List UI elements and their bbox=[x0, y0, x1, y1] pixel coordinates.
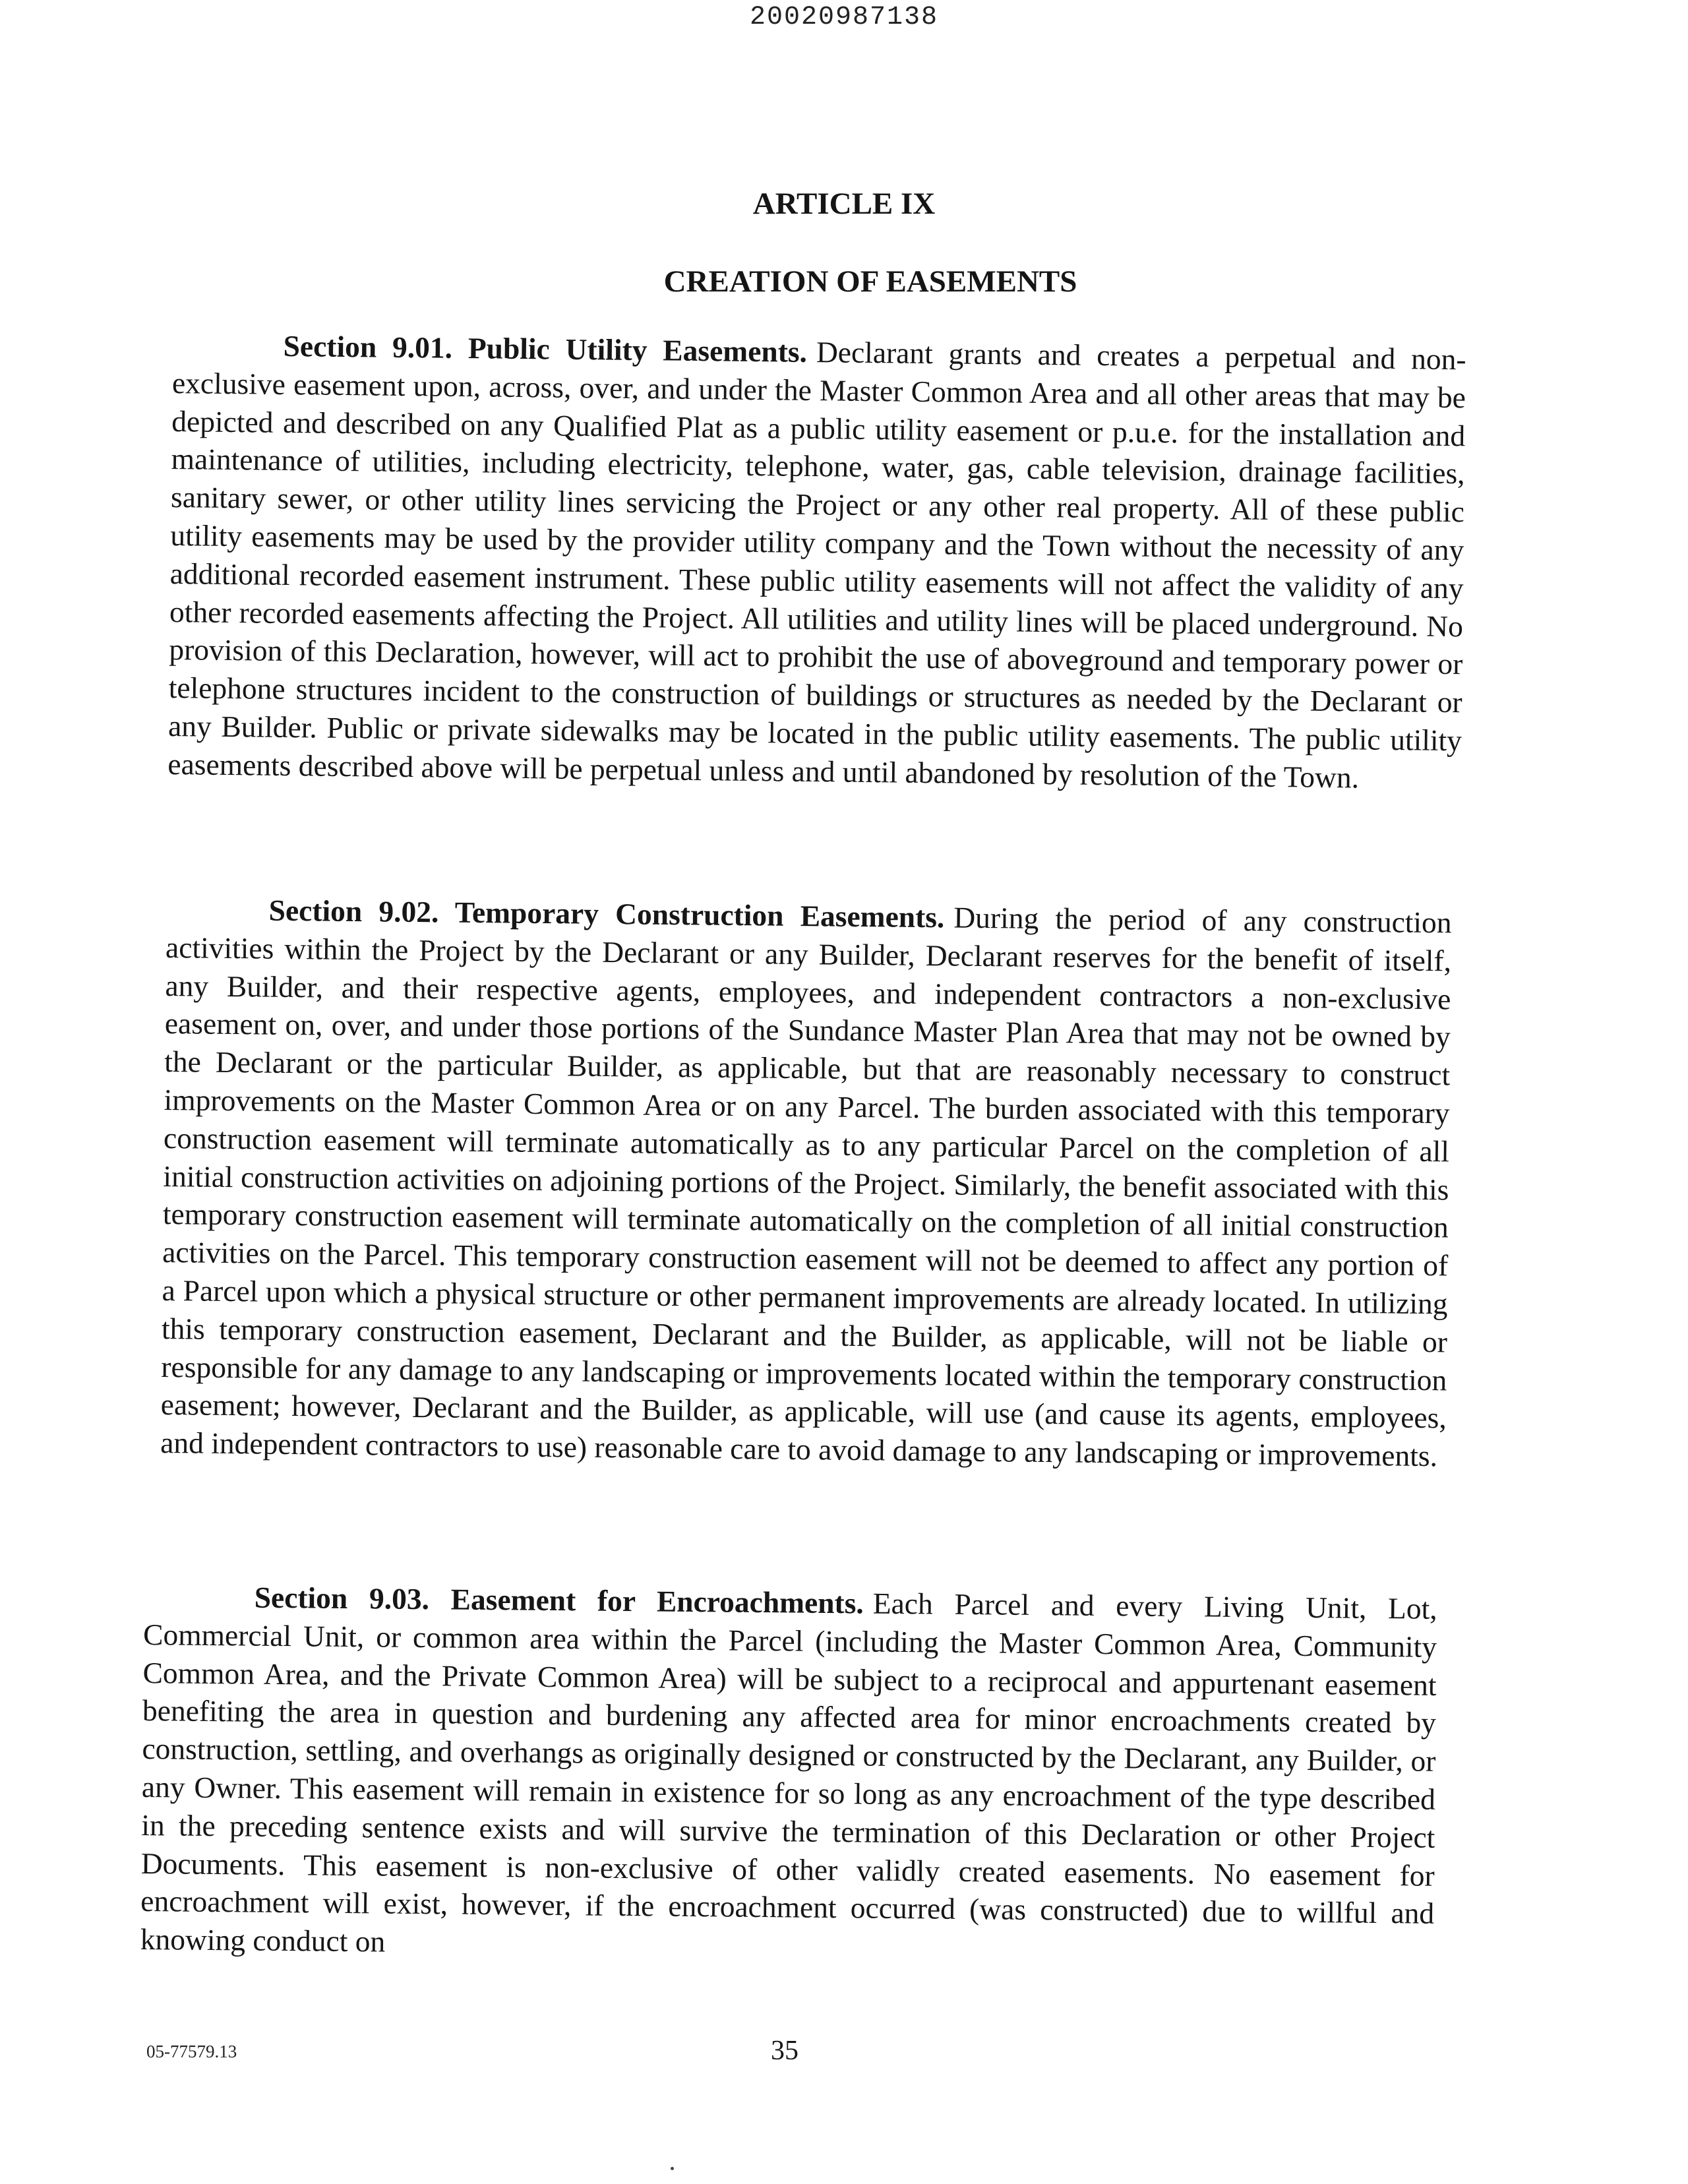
scan-speck bbox=[671, 2167, 674, 2170]
section-9-03 bbox=[140, 1577, 1437, 1971]
article-title: CREATION OF EASEMENTS bbox=[663, 264, 1077, 299]
article-number: ARTICLE IX bbox=[752, 187, 936, 221]
section-heading: Section 9.02. Temporary Construction Easements. bbox=[268, 893, 945, 934]
document-number: 20020987138 bbox=[749, 3, 939, 32]
section-body: During the period of any construction activities within the Project by the Declarant or any Builder, Declarant reserves for the benefit of itself, any Builder, and their respective agents, employees, and independent contractors a non-exclusive easement on, over, and under those portions of the Sundance Master Plan Area that may not be owned by the Declarant or the particular Builder, as applicable, but that are reasonably necessary to construct improvements on the Master Common Area or on any Parcel. The burden associated with this temporary construction easement will terminate automatically as to any particular Parcel on the completion of all initial construction activities on adjoining portions of the Project. Similarly, the benefit associated with this temporary construction easement will terminate automatically on the completion of all initial construction activities on the Parcel. This temporary construction easement will not be deemed to affect any portion of a Parcel upon which a physical structure or other permanent improvements are already located. In utilizing this temporary construction easement, Declarant and the Builder, as applicable, will not be liable or responsible for any damage to any landscaping or improvements located within the temporary construction easement; however, Declarant and the Builder, as applicable, will use (and cause its agents, employees, and independent contractors to use) reasonable care to avoid damage to any landscaping or improvements. bbox=[160, 900, 1452, 1473]
section-body: Each Parcel and every Living Unit, Lot, Commercial Unit, or common area within the Parcel (including the Master Common Area, Community Common Area, and the Private Common Area) will be subject to a reciprocal and appurtenant easement benefiting the area in question and burdening any affected area for minor encroachments created by construction, settling, and overhangs as originally designed or constructed by the Declarant, any Builder, or any Owner. This easement will remain in existence for so long as any encroachment of the type described in the preceding sentence exists and will survive the termination of this Declaration or other Project Documents. This easement is non-exclusive of other validly created easements. No easement for encroachment will exist, however, if the encroachment occurred (was constructed) due to willful and knowing conduct on bbox=[140, 1586, 1437, 1958]
footer-document-code: 05-77579.13 bbox=[146, 2042, 237, 2061]
section-heading: Section 9.01. Public Utility Easements. bbox=[283, 328, 808, 369]
section-body: Declarant grants and creates a perpetual and non-exclusive easement upon, across, over, and under the Master Common Area and all other areas that may be depicted and described on any Qualified Plat as a public utility easement or p.u.e. for the installation and maintenance of utilities, including electricity, telephone, water, gas, cable television, drainage facilities, sanitary sewer, or other utility lines servicing the Project or any other real property. All of these public utility easements may be used by the provider utility company and the Town without the necessity of any additional recorded easement instrument. These public utility easements will not affect the validity of any other recorded easements affecting the Project. All utilities and utility lines will be placed underground. No provision of this Declaration, however, will act to prohibit the use of aboveground and temporary power or telephone structures incident to the construction of buildings or structures as needed by the Declarant or any Builder. Public or private sidewalks may be located in the public utility easements. The public utility easements described above will be perpetual unless and until abandoned by resolution of the Town. bbox=[167, 335, 1466, 795]
section-9-02 bbox=[160, 890, 1452, 1475]
section-9-01 bbox=[167, 326, 1466, 798]
section-heading: Section 9.03. Easement for Encroachments. bbox=[254, 1580, 864, 1620]
page-number: 35 bbox=[771, 2036, 799, 2066]
